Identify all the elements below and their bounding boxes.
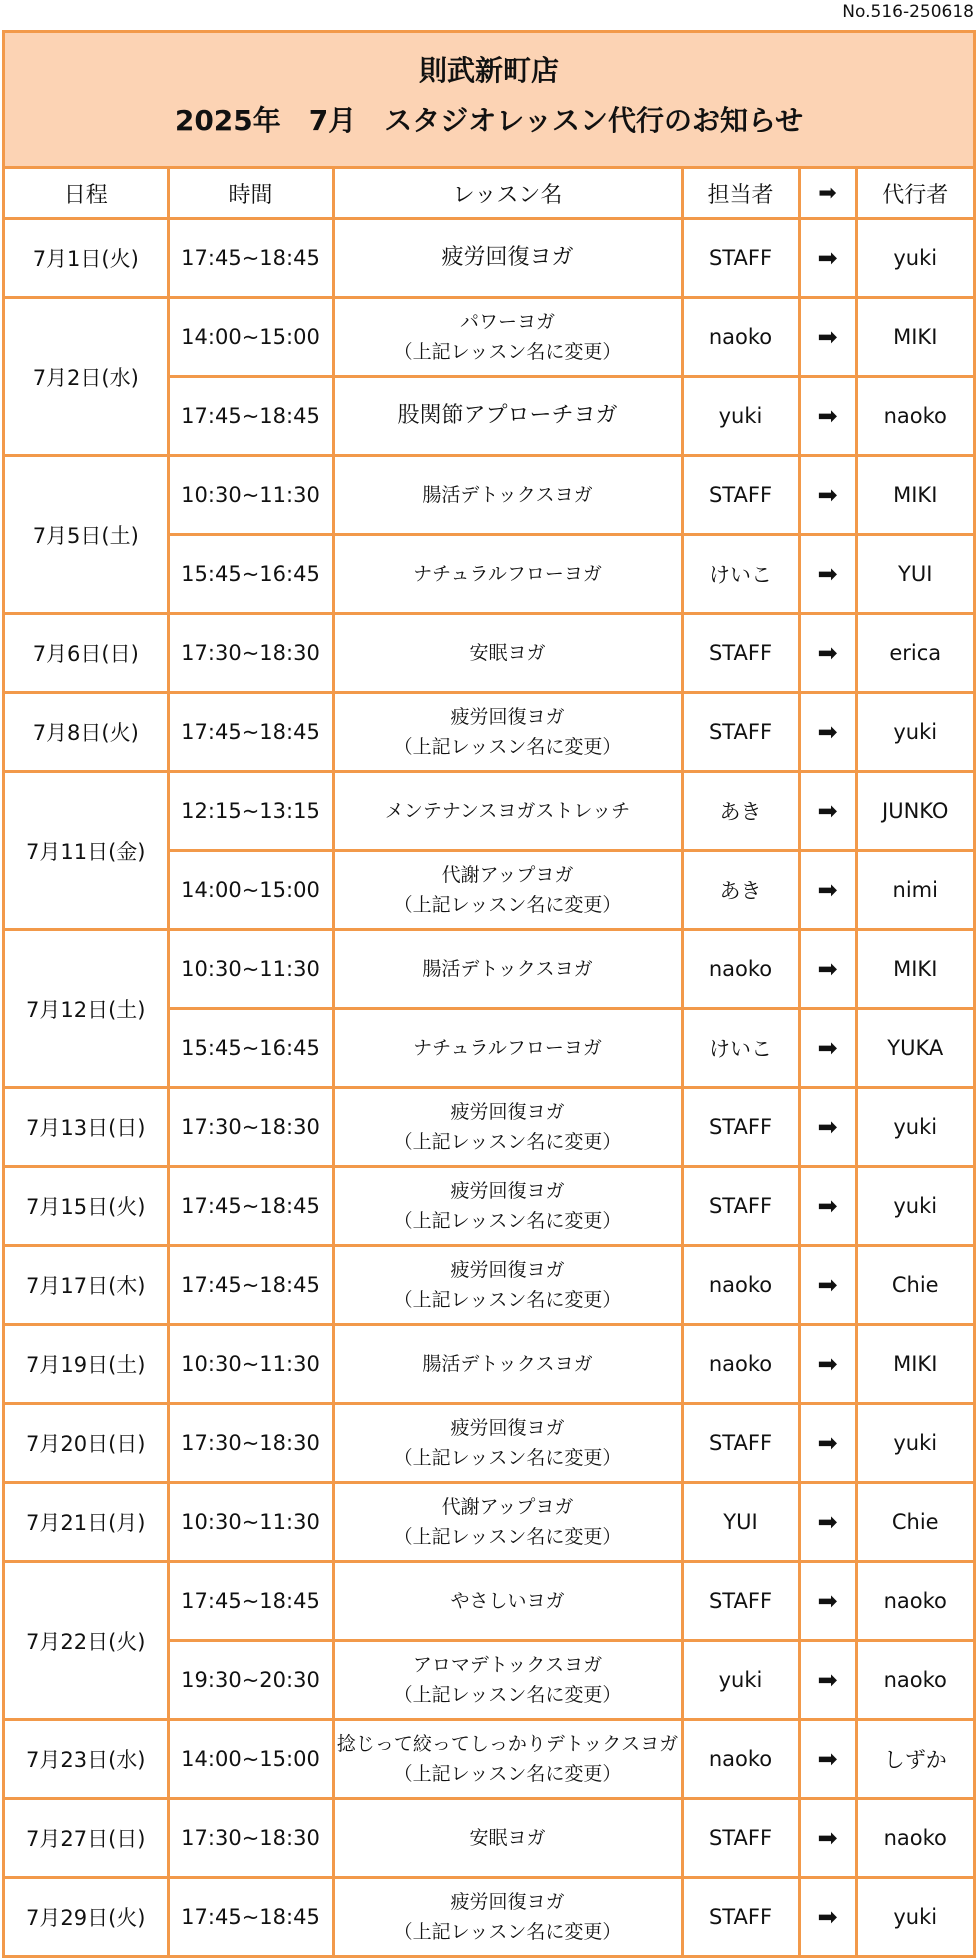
date-cell: 7月23日(水): [5, 1720, 168, 1799]
substitute-cell: naoko: [856, 1641, 973, 1720]
schedule-frame: [2, 30, 976, 1958]
substitute-cell: MIKI: [856, 456, 973, 535]
lesson-name: やさしいヨガ: [450, 1590, 565, 1612]
right-arrow-icon: ➡: [799, 1246, 856, 1325]
time-cell: 14:00~15:00: [168, 851, 333, 930]
date-cell: 7月11日(金): [5, 772, 168, 930]
instructor-cell: yuki: [682, 1641, 799, 1720]
lesson-note: （上記レッスン名に変更）: [393, 1921, 622, 1943]
substitute-cell: yuki: [856, 1167, 973, 1246]
right-arrow-icon: ➡: [799, 535, 856, 614]
date-cell: 7月19日(土): [5, 1325, 168, 1404]
instructor-cell: naoko: [682, 1246, 799, 1325]
table-row: [5, 1562, 973, 1641]
date-cell: 7月20日(日): [5, 1404, 168, 1483]
substitute-cell: MIKI: [856, 1325, 973, 1404]
instructor-cell: STAFF: [682, 1404, 799, 1483]
right-arrow-icon: ➡: [799, 219, 856, 298]
table-row: [5, 298, 973, 377]
lesson-note: （上記レッスン名に変更）: [393, 1289, 622, 1311]
lesson-cell: [333, 456, 682, 535]
instructor-cell: STAFF: [682, 1562, 799, 1641]
time-cell: 19:30~20:30: [168, 1641, 333, 1720]
instructor-cell: STAFF: [682, 1799, 799, 1878]
lesson-note: （上記レッスン名に変更）: [393, 341, 622, 363]
right-arrow-icon: ➡: [799, 1404, 856, 1483]
time-cell: 12:15~13:15: [168, 772, 333, 851]
instructor-cell: YUI: [682, 1483, 799, 1562]
date-cell: 7月1日(火): [5, 219, 168, 298]
lesson-name: 疲労回復ヨガ: [450, 706, 565, 728]
instructor-cell: STAFF: [682, 1088, 799, 1167]
date-cell: 7月15日(火): [5, 1167, 168, 1246]
substitute-cell: yuki: [856, 693, 973, 772]
instructor-cell: naoko: [682, 298, 799, 377]
substitute-cell: MIKI: [856, 298, 973, 377]
right-arrow-icon: ➡: [799, 851, 856, 930]
date-cell: 7月2日(水): [5, 298, 168, 456]
time-cell: 14:00~15:00: [168, 298, 333, 377]
substitute-cell: Chie: [856, 1483, 973, 1562]
table-row: [5, 614, 973, 693]
instructor-cell: STAFF: [682, 1878, 799, 1956]
table-row: [5, 1167, 973, 1246]
lesson-name: ナチュラルフローヨガ: [413, 1037, 602, 1059]
lesson-cell: [333, 851, 682, 930]
lesson-cell: [333, 1009, 682, 1088]
lesson-name: 代謝アップヨガ: [441, 864, 574, 886]
right-arrow-icon: ➡: [799, 1088, 856, 1167]
lesson-name: 疲労回復ヨガ: [450, 1259, 565, 1281]
time-cell: 17:30~18:30: [168, 614, 333, 693]
date-cell: 7月13日(日): [5, 1088, 168, 1167]
table-row: [5, 1404, 973, 1483]
right-arrow-icon: ➡: [799, 930, 856, 1009]
date-cell: 7月5日(土): [5, 456, 168, 614]
substitute-cell: Chie: [856, 1246, 973, 1325]
instructor-cell: STAFF: [682, 1167, 799, 1246]
lesson-cell: [333, 772, 682, 851]
column-header-date: 日程: [5, 169, 168, 219]
instructor-cell: STAFF: [682, 219, 799, 298]
substitute-cell: YUKA: [856, 1009, 973, 1088]
lesson-name: 捻じって絞ってしっかりデトックスヨガ: [336, 1733, 679, 1755]
time-cell: 15:45~16:45: [168, 1009, 333, 1088]
substitute-schedule-table: [5, 169, 973, 1955]
table-row: [5, 1878, 973, 1956]
instructor-cell: けいこ: [682, 1009, 799, 1088]
lesson-note: （上記レッスン名に変更）: [393, 736, 622, 758]
right-arrow-icon: ➡: [799, 1009, 856, 1088]
instructor-cell: STAFF: [682, 456, 799, 535]
lesson-cell: [333, 1483, 682, 1562]
column-header-lesson: レッスン名: [333, 169, 682, 219]
time-cell: 17:45~18:45: [168, 1878, 333, 1956]
substitute-cell: JUNKO: [856, 772, 973, 851]
lesson-cell: [333, 298, 682, 377]
lesson-cell: [333, 377, 682, 456]
time-cell: 17:45~18:45: [168, 1562, 333, 1641]
lesson-name: メンテナンスヨガストレッチ: [384, 800, 631, 822]
lesson-cell: [333, 1799, 682, 1878]
table-row: [5, 693, 973, 772]
right-arrow-icon: ➡: [799, 1720, 856, 1799]
column-header-arrow: ➡: [799, 169, 856, 219]
lesson-name: ナチュラルフローヨガ: [413, 563, 602, 585]
lesson-cell: [333, 930, 682, 1009]
right-arrow-icon: ➡: [799, 614, 856, 693]
table-row: [5, 1483, 973, 1562]
instructor-cell: あき: [682, 772, 799, 851]
table-row: [5, 930, 973, 1009]
lesson-cell: [333, 1641, 682, 1720]
lesson-cell: [333, 1878, 682, 1956]
lesson-name: アロマデトックスヨガ: [412, 1654, 603, 1676]
lesson-note: （上記レッスン名に変更）: [393, 1526, 622, 1548]
time-cell: 10:30~11:30: [168, 1325, 333, 1404]
lesson-cell: [333, 693, 682, 772]
lesson-name: 代謝アップヨガ: [441, 1496, 574, 1518]
instructor-cell: あき: [682, 851, 799, 930]
table-row: [5, 772, 973, 851]
substitute-cell: nimi: [856, 851, 973, 930]
lesson-name: パワーヨガ: [459, 311, 555, 333]
lesson-note: （上記レッスン名に変更）: [393, 1447, 622, 1469]
substitute-cell: yuki: [856, 1404, 973, 1483]
table-row: [5, 1325, 973, 1404]
time-cell: 17:30~18:30: [168, 1799, 333, 1878]
substitute-cell: naoko: [856, 1799, 973, 1878]
right-arrow-icon: ➡: [799, 772, 856, 851]
table-row: [5, 1088, 973, 1167]
time-cell: 15:45~16:45: [168, 535, 333, 614]
lesson-name: 腸活デトックスヨガ: [422, 958, 593, 980]
date-cell: 7月22日(火): [5, 1562, 168, 1720]
time-cell: 17:45~18:45: [168, 1246, 333, 1325]
right-arrow-icon: ➡: [799, 1799, 856, 1878]
time-cell: 17:45~18:45: [168, 219, 333, 298]
date-cell: 7月6日(日): [5, 614, 168, 693]
right-arrow-icon: ➡: [799, 1483, 856, 1562]
lesson-name: 腸活デトックスヨガ: [422, 1353, 593, 1375]
right-arrow-icon: ➡: [799, 1641, 856, 1720]
substitute-cell: しずか: [856, 1720, 973, 1799]
lesson-cell: [333, 1167, 682, 1246]
lesson-cell: [333, 614, 682, 693]
column-header-time: 時間: [168, 169, 333, 219]
substitute-cell: YUI: [856, 535, 973, 614]
lesson-cell: [333, 1088, 682, 1167]
right-arrow-icon: ➡: [799, 1167, 856, 1246]
substitute-cell: erica: [856, 614, 973, 693]
instructor-cell: STAFF: [682, 693, 799, 772]
lesson-name: 疲労回復ヨガ: [450, 1417, 565, 1439]
substitute-cell: yuki: [856, 1088, 973, 1167]
instructor-cell: naoko: [682, 1325, 799, 1404]
right-arrow-icon: ➡: [799, 1325, 856, 1404]
lesson-cell: [333, 1404, 682, 1483]
time-cell: 10:30~11:30: [168, 456, 333, 535]
substitute-cell: yuki: [856, 219, 973, 298]
substitute-cell: yuki: [856, 1878, 973, 1956]
header-banner: [5, 33, 973, 169]
page-title: 2025年 7月 スタジオレッスン代行のお知らせ: [174, 104, 804, 137]
time-cell: 17:45~18:45: [168, 1167, 333, 1246]
right-arrow-icon: ➡: [799, 298, 856, 377]
right-arrow-icon: ➡: [799, 1562, 856, 1641]
substitute-cell: naoko: [856, 1562, 973, 1641]
lesson-note: （上記レッスン名に変更）: [393, 894, 622, 916]
instructor-cell: STAFF: [682, 614, 799, 693]
time-cell: 17:30~18:30: [168, 1088, 333, 1167]
lesson-name: 安眠ヨガ: [469, 1827, 546, 1849]
lesson-name: 疲労回復ヨガ: [450, 1180, 565, 1202]
time-cell: 17:30~18:30: [168, 1404, 333, 1483]
table-row: [5, 219, 973, 298]
time-cell: 10:30~11:30: [168, 1483, 333, 1562]
column-header-instructor: 担当者: [682, 169, 799, 219]
lesson-note: （上記レッスン名に変更）: [393, 1210, 622, 1232]
document-number: No.516-250618: [842, 2, 974, 22]
lesson-name: 腸活デトックスヨガ: [422, 484, 593, 506]
lesson-note: （上記レッスン名に変更）: [393, 1131, 622, 1153]
right-arrow-icon: ➡: [799, 1878, 856, 1956]
store-name: 則武新町店: [418, 54, 559, 87]
substitute-cell: naoko: [856, 377, 973, 456]
header-row: [5, 169, 973, 219]
lesson-name: 安眠ヨガ: [469, 642, 546, 664]
instructor-cell: naoko: [682, 930, 799, 1009]
date-cell: 7月8日(火): [5, 693, 168, 772]
lesson-note: （上記レッスン名に変更）: [393, 1763, 622, 1785]
table-row: [5, 1799, 973, 1878]
time-cell: 14:00~15:00: [168, 1720, 333, 1799]
time-cell: 17:45~18:45: [168, 377, 333, 456]
lesson-name: 疲労回復ヨガ: [441, 245, 574, 270]
time-cell: 10:30~11:30: [168, 930, 333, 1009]
table-row: [5, 456, 973, 535]
date-cell: 7月21日(月): [5, 1483, 168, 1562]
column-header-substitute: 代行者: [856, 169, 973, 219]
substitute-cell: MIKI: [856, 930, 973, 1009]
lesson-name: 疲労回復ヨガ: [450, 1891, 565, 1913]
schedule-rows: [5, 219, 973, 1956]
lesson-name: 疲労回復ヨガ: [450, 1101, 565, 1123]
lesson-note: （上記レッスン名に変更）: [393, 1684, 622, 1706]
instructor-cell: yuki: [682, 377, 799, 456]
date-cell: 7月29日(火): [5, 1878, 168, 1956]
instructor-cell: けいこ: [682, 535, 799, 614]
lesson-cell: [333, 1562, 682, 1641]
lesson-cell: [333, 1720, 682, 1799]
lesson-name: 股関節アプローチヨガ: [397, 403, 618, 428]
date-cell: 7月12日(土): [5, 930, 168, 1088]
instructor-cell: naoko: [682, 1720, 799, 1799]
date-cell: 7月27日(日): [5, 1799, 168, 1878]
lesson-cell: [333, 1246, 682, 1325]
table-row: [5, 1246, 973, 1325]
right-arrow-icon: ➡: [799, 377, 856, 456]
right-arrow-icon: ➡: [799, 693, 856, 772]
lesson-cell: [333, 535, 682, 614]
lesson-cell: [333, 219, 682, 298]
table-row: [5, 1720, 973, 1799]
date-cell: 7月17日(木): [5, 1246, 168, 1325]
time-cell: 17:45~18:45: [168, 693, 333, 772]
lesson-cell: [333, 1325, 682, 1404]
right-arrow-icon: ➡: [799, 456, 856, 535]
